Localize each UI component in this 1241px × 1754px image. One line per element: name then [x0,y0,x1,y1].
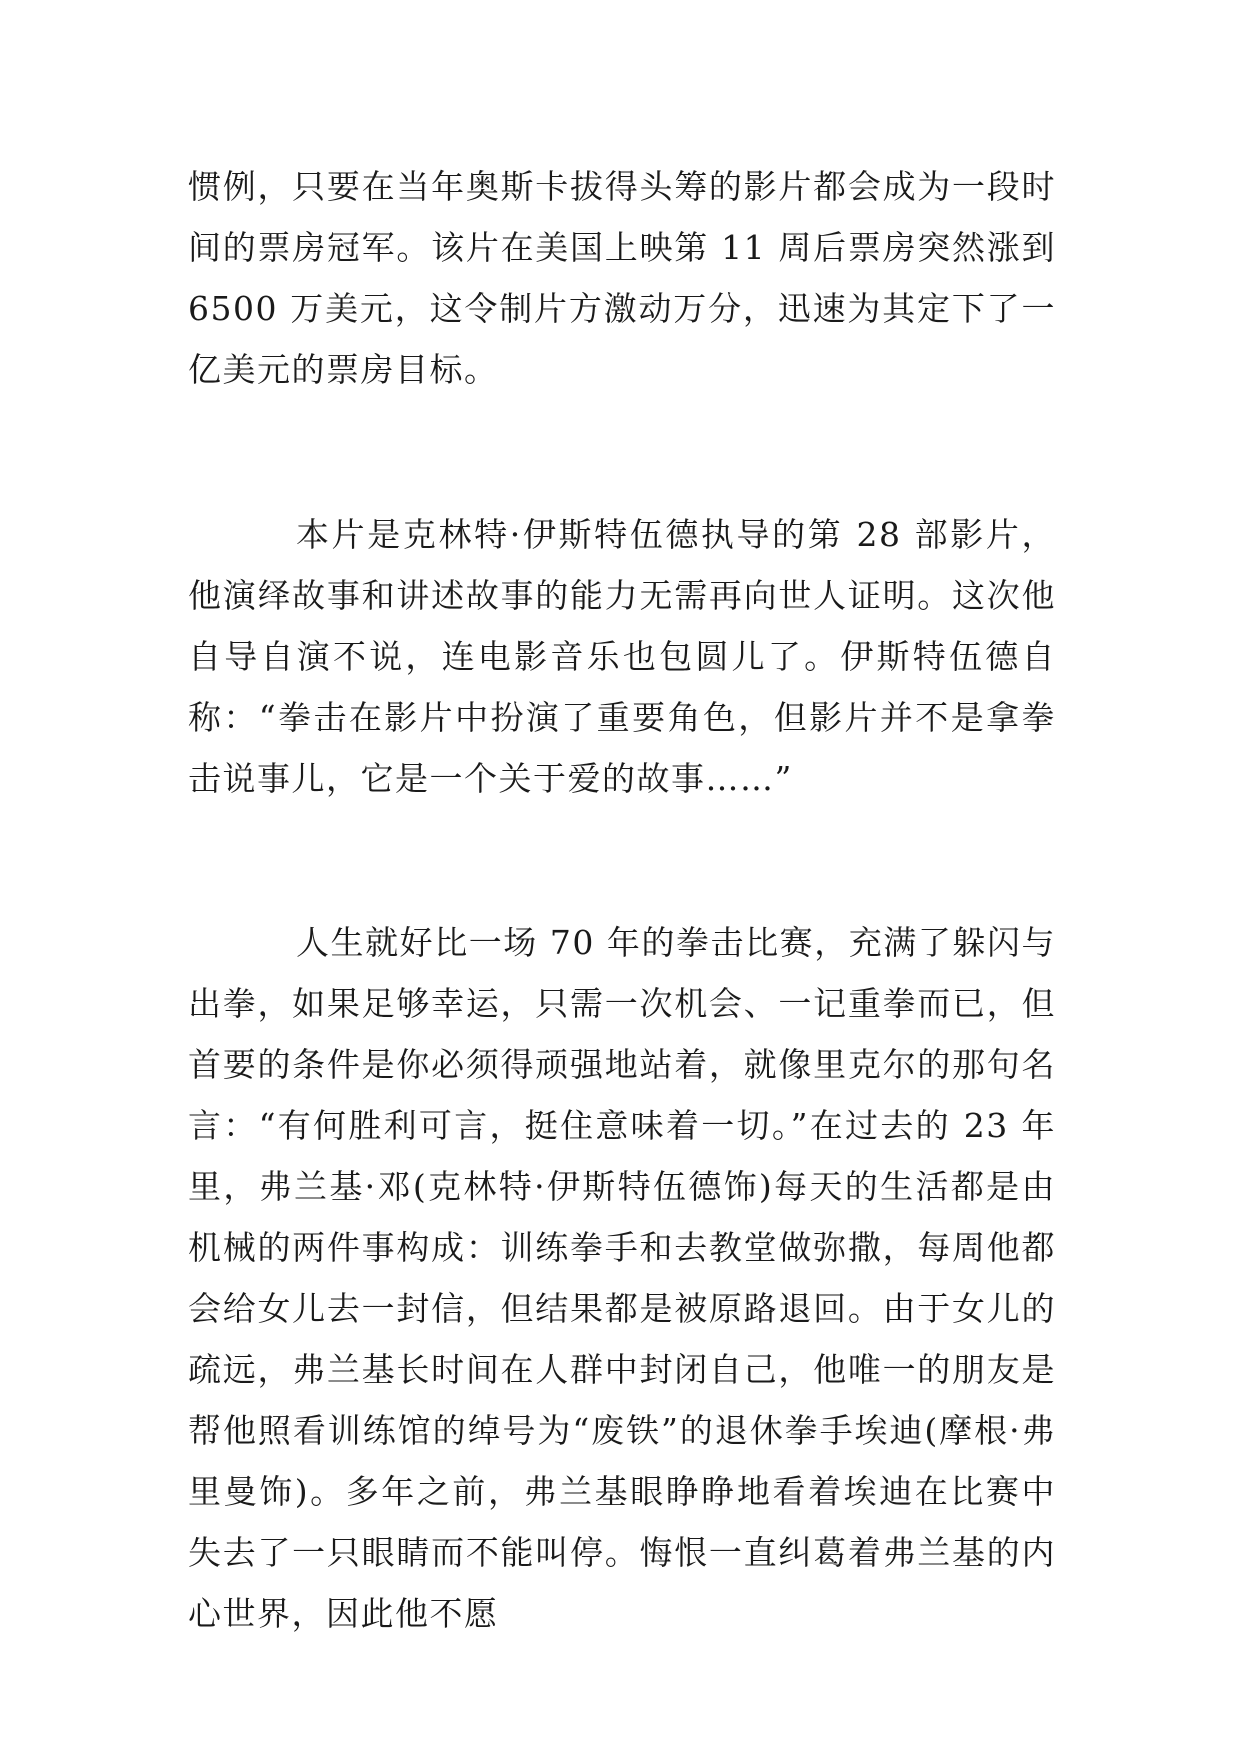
paragraph-director: 本片是克林特·伊斯特伍德执导的第 28 部影片，他演绎故事和讲述故事的能力无需再向世人证明。这次他自导自演不说，连电影音乐也包圆儿了。伊斯特伍德自称：“拳击在影片中扮演了重要角色，但影片并不是拿拳击说事儿，它是一个关于爱的故事……” [188,515,1056,798]
paragraph-plot: 人生就好比一场 70 年的拳击比赛，充满了躲闪与出拳，如果足够幸运，只需一次机会、一记重拳而已，但首要的条件是你必须得顽强地站着，就像里克尔的那句名言：“有何胜利可言，挺住意味着一切。”在过去的 23 年里，弗兰基·邓(克林特·伊斯特伍德饰)每天的生活都是由机械的两件事构成：训练拳手和去教堂做弥撒，每周他都会给女儿去一封信，但结果都是被原路退回。由于女儿的疏远，弗兰基长时间在人群中封闭自己，他唯一的朋友是帮他照看训练馆的绰号为“废铁”的退休拳手埃迪(摩根·弗里曼饰)。多年之前，弗兰基眼睁睁地看着埃迪在比赛中失去了一只眼睛而不能叫停。悔恨一直纠葛着弗兰基的内心世界，因此他不愿 [188,923,1056,1633]
paragraph-box-office: 惯例，只要在当年奥斯卡拔得头筹的影片都会成为一段时间的票房冠军。该片在美国上映第 11 周后票房突然涨到 6500 万美元，这令制片方激动万分，迅速为其定下了一亿美元的票房目标。 [188,167,1056,389]
